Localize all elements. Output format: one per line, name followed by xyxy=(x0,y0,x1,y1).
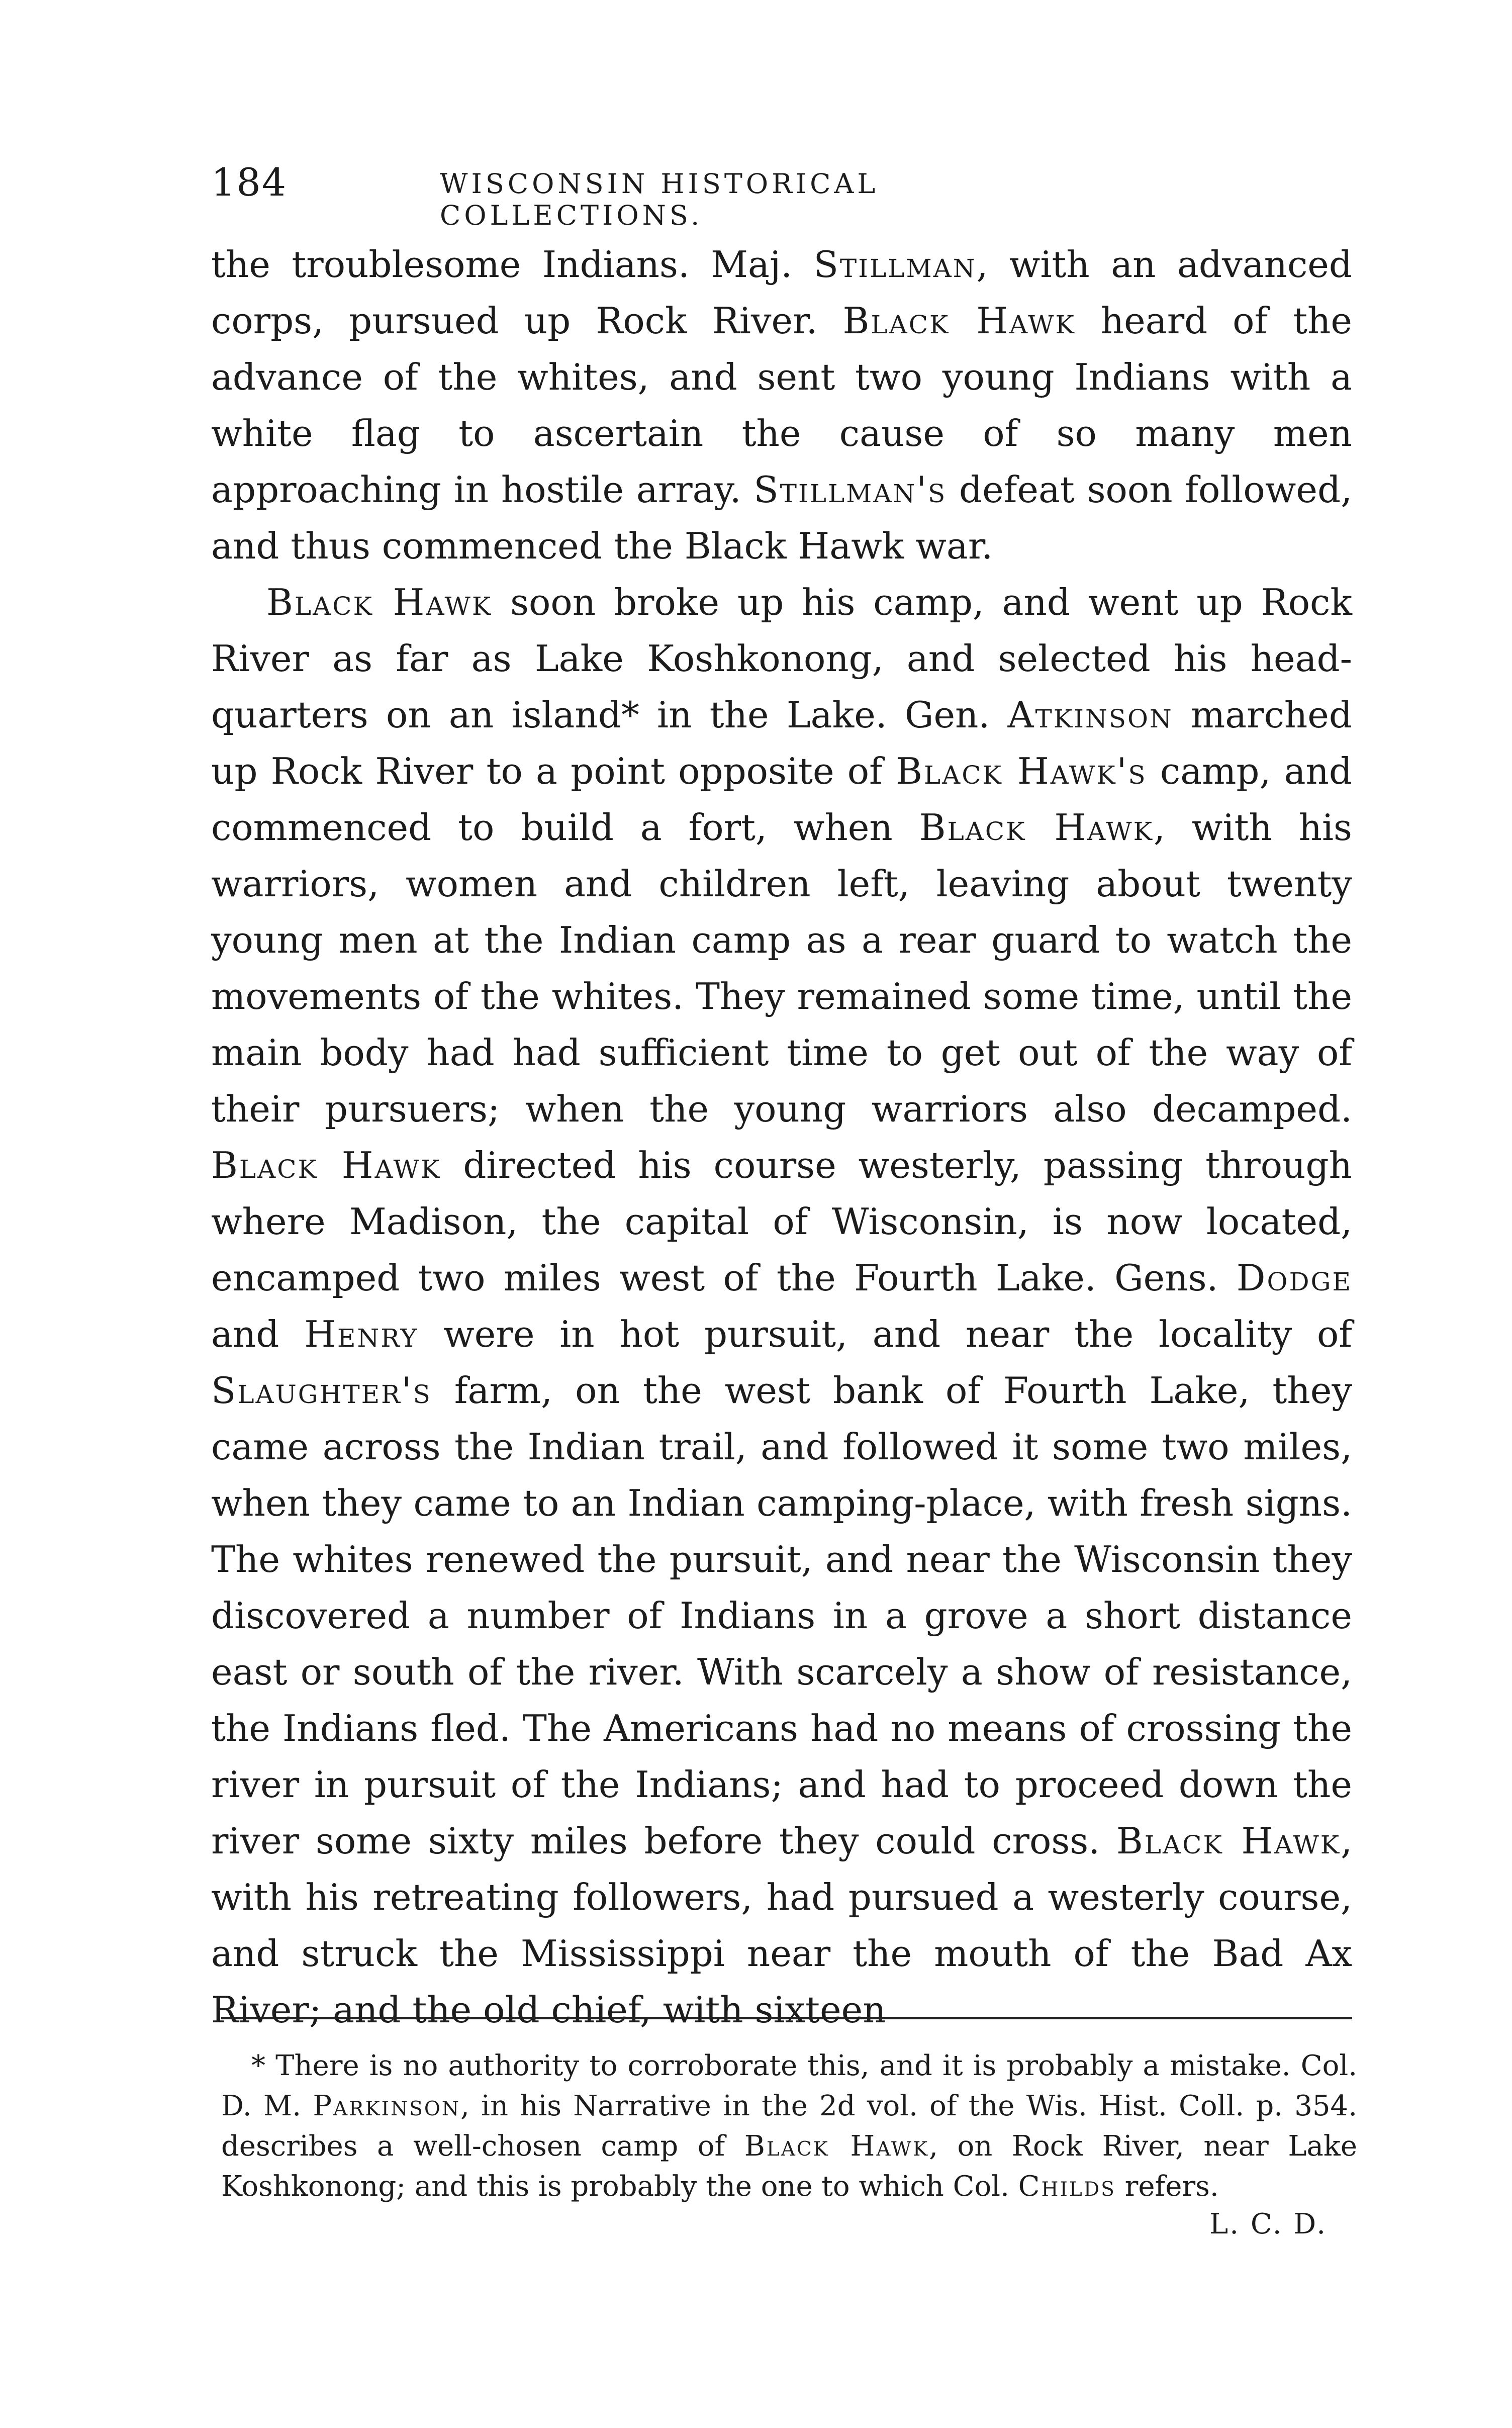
text-run: refers. xyxy=(1115,2170,1219,2203)
footnote xyxy=(221,2046,1357,2242)
text-run: , on Rock River, near Lake Koshkonong; and this is probably the one to which Col. xyxy=(221,2130,1358,2203)
name-stillman: Stillman xyxy=(813,243,977,286)
body-text xyxy=(211,236,1352,2038)
name-henry: Henry xyxy=(304,1313,419,1355)
name-slaughters: Slaughter's xyxy=(211,1369,432,1412)
page-number: 184 xyxy=(211,160,288,205)
name-childs: Childs xyxy=(1018,2170,1116,2203)
name-dodge: Dodge xyxy=(1236,1257,1352,1299)
text-run: soon broke up his camp, and went up Rock River as far as Lake Koshkonong, and selected his head-quarters on an island* in the Lake. Gen. xyxy=(211,581,1352,736)
text-run: were in hot pursuit, and near the locality of xyxy=(418,1313,1352,1355)
paragraph-2 xyxy=(211,574,1352,2038)
name-black-hawk: Black Hawk xyxy=(1116,1820,1341,1862)
footnote-text xyxy=(221,2046,1357,2207)
footnote-divider xyxy=(221,2017,1352,2019)
text-run: * There is no authority to corroborate this, and it is probably a mistake. Col. D. M. xyxy=(221,2049,1357,2122)
name-atkinson: Atkinson xyxy=(1007,694,1173,736)
name-parkinson: Parkinson xyxy=(313,2090,461,2122)
text-run: , with his warriors, women and children left, leaving about twenty young men at the Indian camp as a rear guard to watch the movements of the whites. They remained some time, until the main body had had sufficient time to get out of the way of their pursuers; when the young warriors also decamped. xyxy=(211,806,1353,1130)
name-black-hawks: Black Hawk's xyxy=(895,750,1147,792)
running-head: WISCONSIN HISTORICAL COLLECTIONS. xyxy=(440,168,879,231)
text-run: directed his course westerly, passing through where Madison, the capital of Wisconsin, is now located, encamped two miles west of the Fourth Lake. Gens. xyxy=(211,1144,1352,1299)
text-run: camp, and commenced to build a fort, when xyxy=(211,750,1352,849)
text-run: defeat soon followed, and thus commenced the Black Hawk war. xyxy=(211,469,1352,567)
name-black-hawk: Black Hawk xyxy=(744,2130,929,2163)
name-black-hawk: Black Hawk xyxy=(266,581,493,623)
text-run: the troublesome Indians. Maj. xyxy=(211,243,814,286)
text-run: and xyxy=(211,1313,305,1355)
text-run: , in his Narrative in the 2d vol. of the Wis. Hist. Coll. p. 354. describes a well-chosen camp of xyxy=(221,2090,1357,2163)
footnote-signature: L. C. D. xyxy=(1209,2208,1327,2240)
text-run: farm, on the west bank of Fourth Lake, they came across the Indian trail, and followed it some two miles, when they came to an Indian camping-place, with fresh signs. The whites renewed the pursuit, and near the Wisconsin they discovered a number of Indians in a grove a short distance east or south of the river. With scarcely a show of resistance, the Indians fled. The Americans had no means of crossing the river in pursuit of the Indians; and had to proceed down the river some sixty miles before they could cross. xyxy=(211,1369,1352,1862)
name-stillmans: Stillman's xyxy=(753,469,947,511)
text-run: heard of the advance of the whites, and sent two young Indians with a white flag to ascertain the cause of so many men approaching in hostile array. xyxy=(211,300,1352,511)
name-black-hawk: Black Hawk xyxy=(919,806,1154,849)
text-run: , with his retreating followers, had pursued a westerly course, and struck the Mississippi near the mouth of the Bad Ax River; and the old chief, with sixteen xyxy=(211,1820,1352,2031)
text-run: marched up Rock River to a point opposite of xyxy=(211,694,1352,792)
page-header xyxy=(211,160,1126,231)
name-black-hawk: Black Hawk xyxy=(211,1144,441,1186)
text-run: , with an advanced corps, pursued up Rock River. xyxy=(211,243,1352,342)
name-black-hawk: Black Hawk xyxy=(842,300,1076,342)
paragraph-1 xyxy=(211,236,1352,574)
